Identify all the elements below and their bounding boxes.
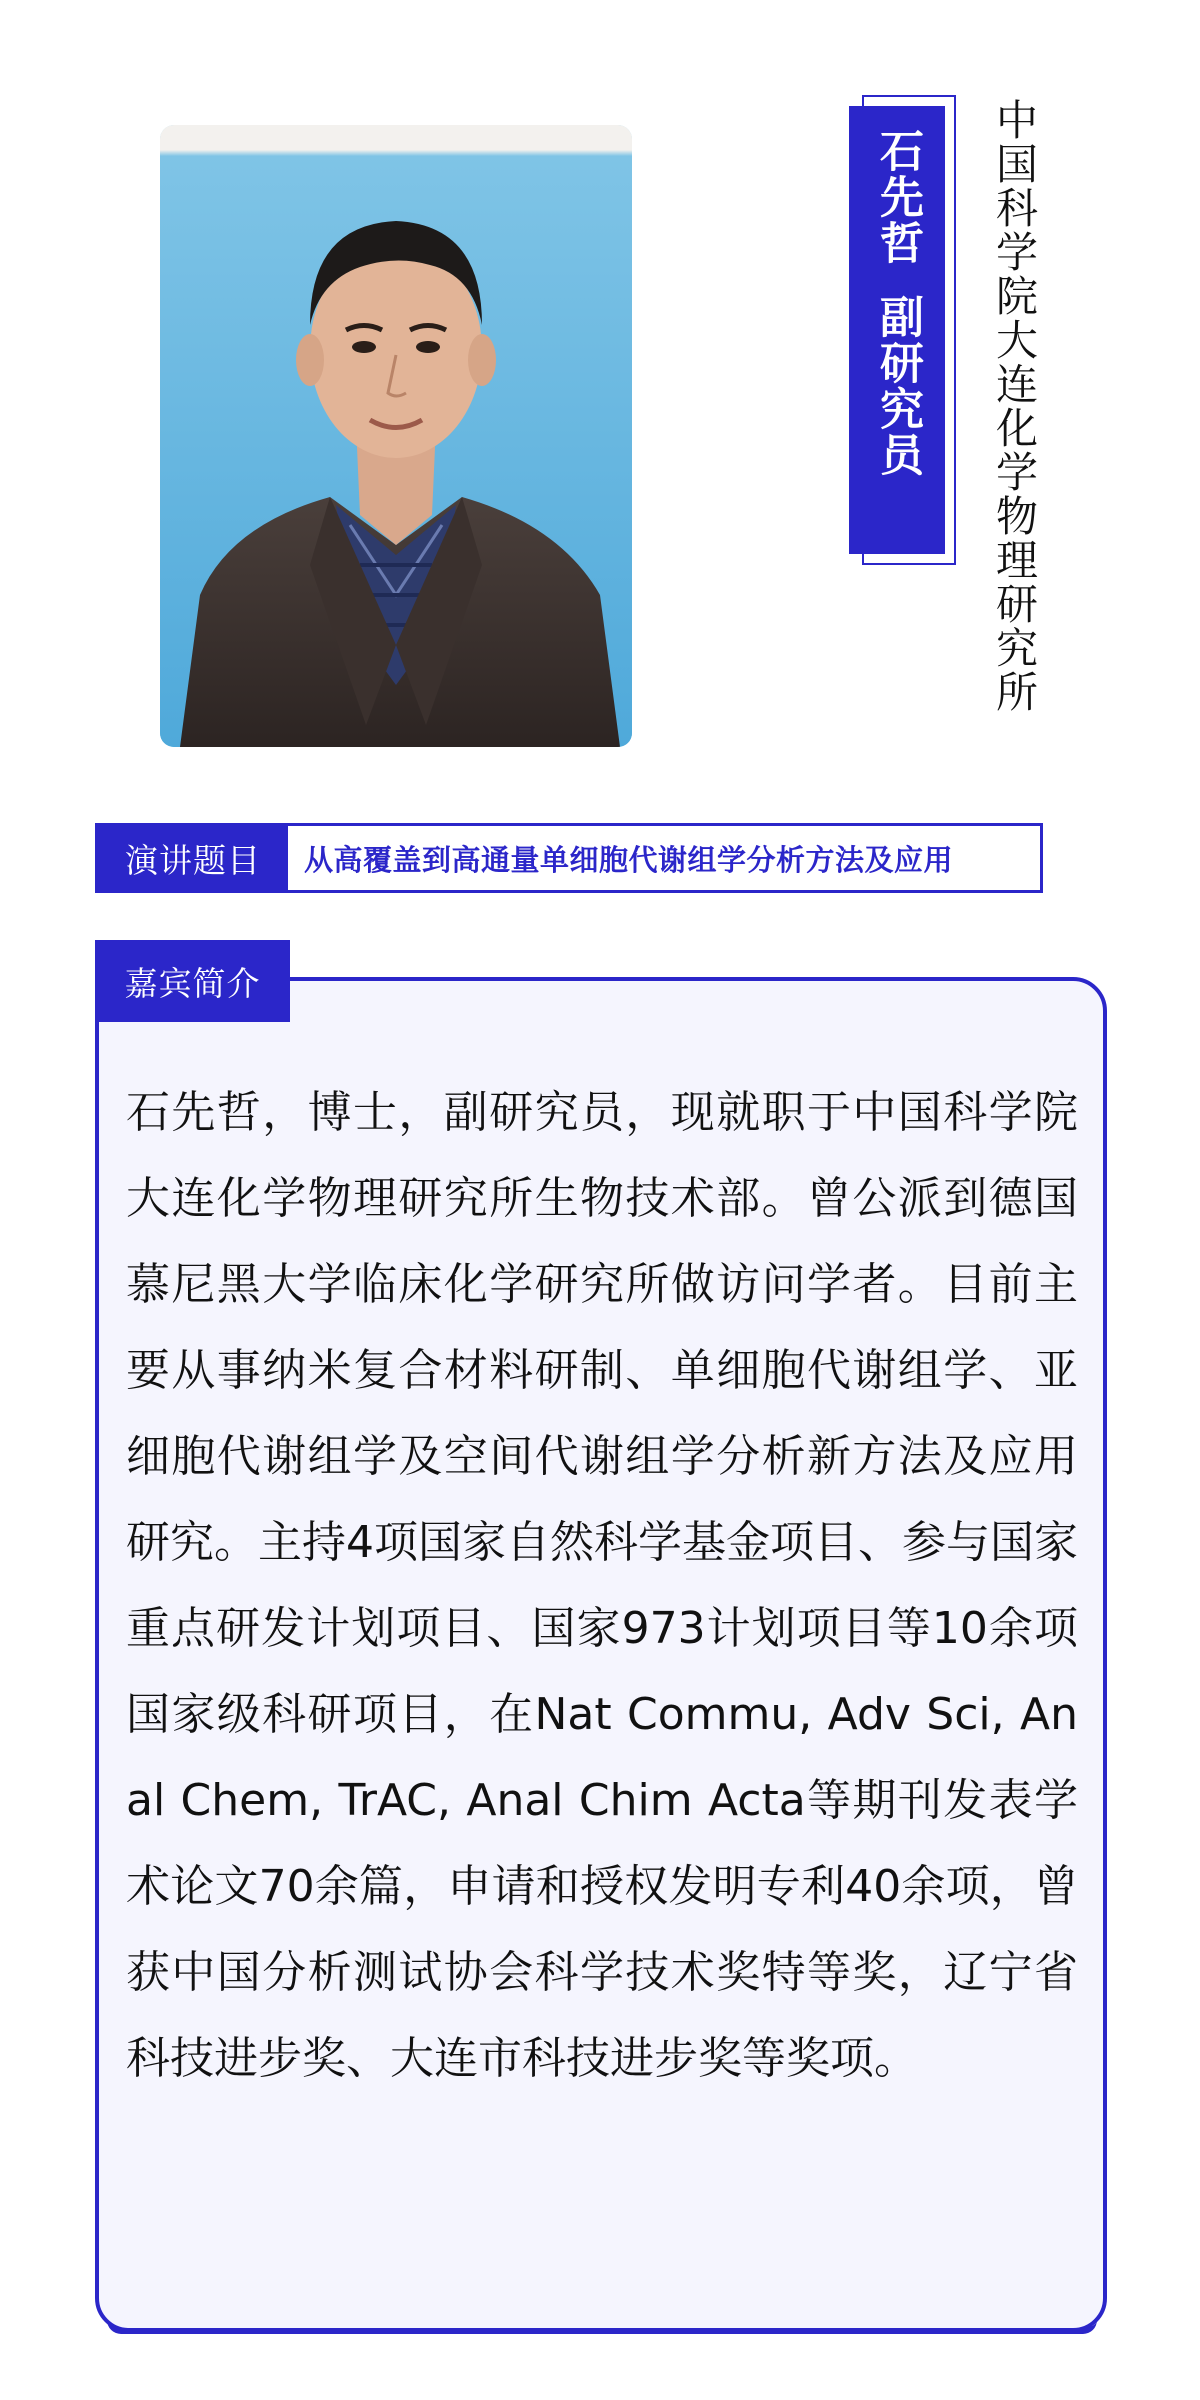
topic-label: 演讲题目 (98, 826, 288, 890)
name-banner-text (849, 128, 945, 478)
topic-bar (95, 823, 1043, 893)
bio-card-bottom-accent (107, 2320, 1097, 2334)
name-banner (849, 106, 945, 554)
speaker-name: 石先哲 (872, 128, 923, 266)
topic-title: 从高覆盖到高通量单细胞代谢组学分析方法及应用 (304, 842, 954, 877)
bio-text: 石先哲，博士，副研究员，现就职于中国科学院大连化学物理研究所生物技术部。曾公派到德国慕尼黑大学临床化学研究所做访问学者。目前主要从事纳米复合材料研制、单细胞代谢组学、亚细胞代谢组学及空间代谢组学分析新方法及应用研究。主持4项国家自然科学基金项目、参与国家重点研发计划项目、国家973计划项目等10余项国家级科研项目，在Nat Commu, Adv Sci, Anal Chem, TrAC, Anal Chim Acta等期刊发表学术论文70余篇，申请和授权发明专利40余项，曾获中国分析测试协会科学技术奖特等奖，辽宁省科技进步奖、大连市科技进步奖等奖项。 (126, 1087, 1078, 2084)
portrait-illustration (160, 125, 632, 747)
speaker-title: 副研究员 (872, 294, 923, 478)
bio-label: 嘉宾简介 (95, 940, 290, 1022)
speaker-institution: 中国科学院大连化学物理研究所 (990, 98, 1039, 714)
speaker-portrait (160, 125, 632, 747)
